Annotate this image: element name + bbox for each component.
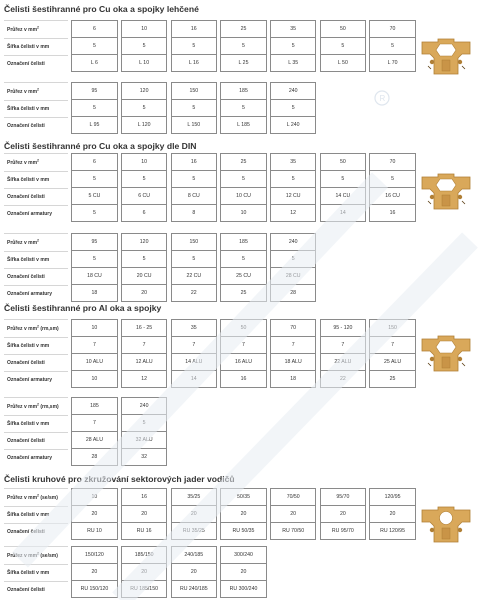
table-row [4,38,416,55]
table-cell: 16 - 25 [121,319,168,337]
table-row [4,82,316,100]
table-cell: L 16 [171,55,218,72]
table-cell: 5 [220,171,267,188]
row-label: Označení armatury [4,205,68,222]
table-cell: 16 CU [369,188,416,205]
hex-crimp-die-icon [418,171,474,213]
table-cell: RU 150/120 [71,581,118,598]
table-cell: 10 [121,20,168,38]
table-row [4,20,416,38]
table-cell: 10 [71,371,118,388]
table-cell: 20 [270,506,317,523]
table-cell: 25 [220,285,267,302]
table-cell: 22 ALU [320,354,367,371]
table-cell: L 35 [270,55,317,72]
table-cell: 10 [220,205,267,222]
row-label: Označení čelisti [4,581,68,598]
table-cell: 20 [171,564,218,581]
row-label: Průřez v $mm^2$ (rm,sm) [4,397,68,415]
table-cell: 5 [171,38,218,55]
table-cell: 12 ALU [121,354,168,371]
table-cell: 22 [320,371,367,388]
table-cell: 25 CU [220,268,267,285]
table-cell: 7 [369,337,416,354]
table-cell: 16 [171,153,218,171]
row-label: Označení čelisti [4,354,68,371]
table-cell: 150 [171,82,218,100]
table-cell: 5 [171,251,218,268]
table-cell: 16 [121,488,168,506]
spec-table [4,488,416,540]
table-cell: L 25 [220,55,267,72]
table-row [4,523,416,540]
table-cell: 16 ALU [220,354,267,371]
table-cell: L 120 [121,117,168,134]
table-cell: 12 CU [270,188,317,205]
table-cell: 300/240 [220,546,267,564]
table-cell: 185 [71,397,118,415]
table-row [4,188,416,205]
table-cell: RU 120/95 [369,523,416,540]
spec-table [4,82,316,134]
table-row [4,55,416,72]
table-cell: 32 ALU [121,432,168,449]
table-cell: L 95 [71,117,118,134]
table-cell: 50/35 [220,488,267,506]
row-label: Průřez v $mm^2$ [4,233,68,251]
table-cell: 10 CU [220,188,267,205]
hex-crimp-die-icon [418,36,474,78]
table-cell: 14 [320,205,367,222]
row-label: Průřez v $mm^2$ [4,20,68,38]
table-row [4,397,167,415]
table-cell: 20 [71,506,118,523]
table-row [4,251,316,268]
table-row [4,581,267,598]
table-cell: 5 [121,415,168,432]
table-cell: 20 [320,506,367,523]
row-label: Označení čelisti [4,188,68,205]
row-label: Označení čelisti [4,523,68,540]
table-row [4,117,316,134]
table-cell: 20 [121,506,168,523]
table-cell: 20 CU [121,268,168,285]
spec-table [4,153,416,222]
table-cell: 20 [220,564,267,581]
table-cell: 50 [320,20,367,38]
section-title: Čelisti šestihranné pro Al oka a spojky [4,303,162,313]
table-cell: RU 185/150 [121,581,168,598]
table-cell: 7 [270,337,317,354]
table-cell: RU 35/25 [171,523,218,540]
row-label: Označení armatury [4,371,68,388]
table-row [4,233,316,251]
table-cell: 5 [121,251,168,268]
table-cell: 95 [71,233,118,251]
table-cell: 14 ALU [171,354,218,371]
table-cell: 150 [171,233,218,251]
table-cell: L 10 [121,55,168,72]
table-cell: 240 [270,82,317,100]
row-label: Označení armatury [4,449,68,466]
table-row [4,171,416,188]
table-row [4,432,167,449]
table-cell: 20 [121,285,168,302]
row-label: Průřez v $mm^2$ (rm,sm) [4,319,68,337]
table-cell: 185 [220,82,267,100]
table-cell: 95 [71,82,118,100]
table-cell: 5 [320,171,367,188]
table-cell: 5 [320,38,367,55]
table-cell: 6 CU [121,188,168,205]
row-label: Šířka čelisti v mm [4,564,68,581]
row-label: Označení armatury [4,285,68,302]
table-cell: RU 10 [71,523,118,540]
table-row [4,319,416,337]
table-row [4,506,416,523]
table-cell: 16 [369,205,416,222]
round-crimp-die-icon [418,504,474,546]
table-cell: RU 95/70 [320,523,367,540]
table-cell: 5 [171,171,218,188]
table-cell: 14 [171,371,218,388]
spec-table [4,397,167,466]
table-row [4,100,316,117]
table-cell: 10 ALU [71,354,118,371]
table-cell: 50 [220,319,267,337]
row-label: Průřez v $mm^2$ [4,82,68,100]
table-cell: 35 [171,319,218,337]
table-cell: 10 [121,153,168,171]
table-cell: 16 [171,20,218,38]
table-cell: 35 [270,153,317,171]
table-cell: 20 [71,564,118,581]
table-cell: 5 [171,100,218,117]
row-label: Označení čelisti [4,117,68,134]
table-cell: 95 - 120 [320,319,367,337]
table-cell: L 70 [369,55,416,72]
table-cell: 240 [270,233,317,251]
row-label: Šířka čelisti v mm [4,171,68,188]
table-cell: 5 [220,38,267,55]
table-cell: 7 [121,337,168,354]
table-cell: 50 [320,153,367,171]
table-cell: 5 [121,171,168,188]
table-cell: 120 [121,233,168,251]
table-cell: 20 [369,506,416,523]
table-cell: 25 [369,371,416,388]
table-row [4,285,316,302]
table-cell: 70/50 [270,488,317,506]
row-label: Šířka čelisti v mm [4,38,68,55]
row-label: Průřez v $mm^2$ [4,153,68,171]
table-cell: L 185 [220,117,267,134]
table-cell: 8 CU [171,188,218,205]
table-cell: 18 [270,371,317,388]
table-cell: 5 [71,205,118,222]
table-cell: 10 [71,488,118,506]
table-cell: 28 [270,285,317,302]
table-row [4,153,416,171]
table-cell: 150 [369,319,416,337]
section-title: Čelisti kruhové pro zkružování sektorových jader vodičů [4,474,235,484]
section-title: Čelisti šestihranné pro Cu oka a spojky dle DIN [4,141,197,151]
table-cell: 18 [71,285,118,302]
table-cell: 185/150 [121,546,168,564]
table-cell: 5 [270,171,317,188]
table-cell: 7 [171,337,218,354]
svg-text:R: R [379,94,386,103]
table-cell: L 150 [171,117,218,134]
table-cell: 16 [220,371,267,388]
table-row [4,354,416,371]
table-cell: 7 [320,337,367,354]
table-row [4,564,267,581]
table-cell: 25 ALU [369,354,416,371]
table-cell: 28 ALU [71,432,118,449]
table-cell: 185 [220,233,267,251]
table-cell: 5 [369,38,416,55]
row-label: Šířka čelisti v mm [4,100,68,117]
row-label: Šířka čelisti v mm [4,251,68,268]
table-cell: 7 [71,337,118,354]
table-cell: 240 [121,397,168,415]
table-cell: 5 CU [71,188,118,205]
table-row [4,337,416,354]
row-label: Šířka čelisti v mm [4,337,68,354]
table-cell: 12 [121,371,168,388]
table-cell: 5 [220,251,267,268]
table-cell: 7 [220,337,267,354]
table-cell: 18 CU [71,268,118,285]
table-cell: 5 [71,100,118,117]
table-cell: 7 [71,415,118,432]
table-cell: 25 [220,20,267,38]
table-cell: 5 [71,171,118,188]
table-cell: 28 CU [270,268,317,285]
row-label: Průřez v $mm^2$ (se/sm) [4,488,68,506]
table-cell: 120 [121,82,168,100]
table-cell: 5 [369,171,416,188]
table-cell: 35 [270,20,317,38]
hex-crimp-die-icon [418,333,474,375]
row-label: Průřez v $mm^2$ (se/sm) [4,546,68,564]
table-cell: RU 70/50 [270,523,317,540]
table-cell: 20 [171,506,218,523]
table-cell: 240/185 [171,546,218,564]
row-label: Šířka čelisti v mm [4,415,68,432]
section-title: Čelisti šestihranné pro Cu oka a spojky lehčené [4,4,199,14]
table-cell: 12 [270,205,317,222]
table-row [4,268,316,285]
table-cell: L 240 [270,117,317,134]
table-cell: 32 [121,449,168,466]
table-cell: 5 [71,251,118,268]
table-cell: 70 [369,153,416,171]
table-cell: 150/120 [71,546,118,564]
spec-table [4,20,416,72]
table-cell: 5 [220,100,267,117]
table-cell: 6 [121,205,168,222]
table-cell: 70 [369,20,416,38]
table-cell: 22 CU [171,268,218,285]
table-row [4,415,167,432]
table-cell: 70 [270,319,317,337]
table-row [4,205,416,222]
table-cell: 25 [220,153,267,171]
table-cell: 14 CU [320,188,367,205]
table-cell: 5 [121,100,168,117]
table-row [4,371,416,388]
table-cell: RU 240/185 [171,581,218,598]
table-cell: 5 [270,251,317,268]
table-cell: 18 ALU [270,354,317,371]
row-label: Označení čelisti [4,432,68,449]
table-cell: 8 [171,205,218,222]
table-cell: L 6 [71,55,118,72]
table-cell: 28 [71,449,118,466]
table-cell: 20 [220,506,267,523]
table-cell: RU 50/35 [220,523,267,540]
table-cell: L 50 [320,55,367,72]
table-row [4,546,267,564]
table-cell: 6 [71,20,118,38]
table-cell: RU 300/240 [220,581,267,598]
row-label: Označení čelisti [4,268,68,285]
table-row [4,449,167,466]
row-label: Označení čelisti [4,55,68,72]
spec-table [4,233,316,302]
table-cell: 120/95 [369,488,416,506]
table-cell: 5 [270,100,317,117]
table-cell: 10 [71,319,118,337]
table-cell: 6 [71,153,118,171]
row-label: Šířka čelisti v mm [4,506,68,523]
table-cell: 5 [121,38,168,55]
table-cell: 5 [71,38,118,55]
table-row [4,488,416,506]
table-cell: 22 [171,285,218,302]
spec-table [4,546,267,598]
spec-table [4,319,416,388]
table-cell: 35/25 [171,488,218,506]
table-cell: RU 16 [121,523,168,540]
table-cell: 5 [270,38,317,55]
table-cell: 20 [121,564,168,581]
table-cell: 95/70 [320,488,367,506]
